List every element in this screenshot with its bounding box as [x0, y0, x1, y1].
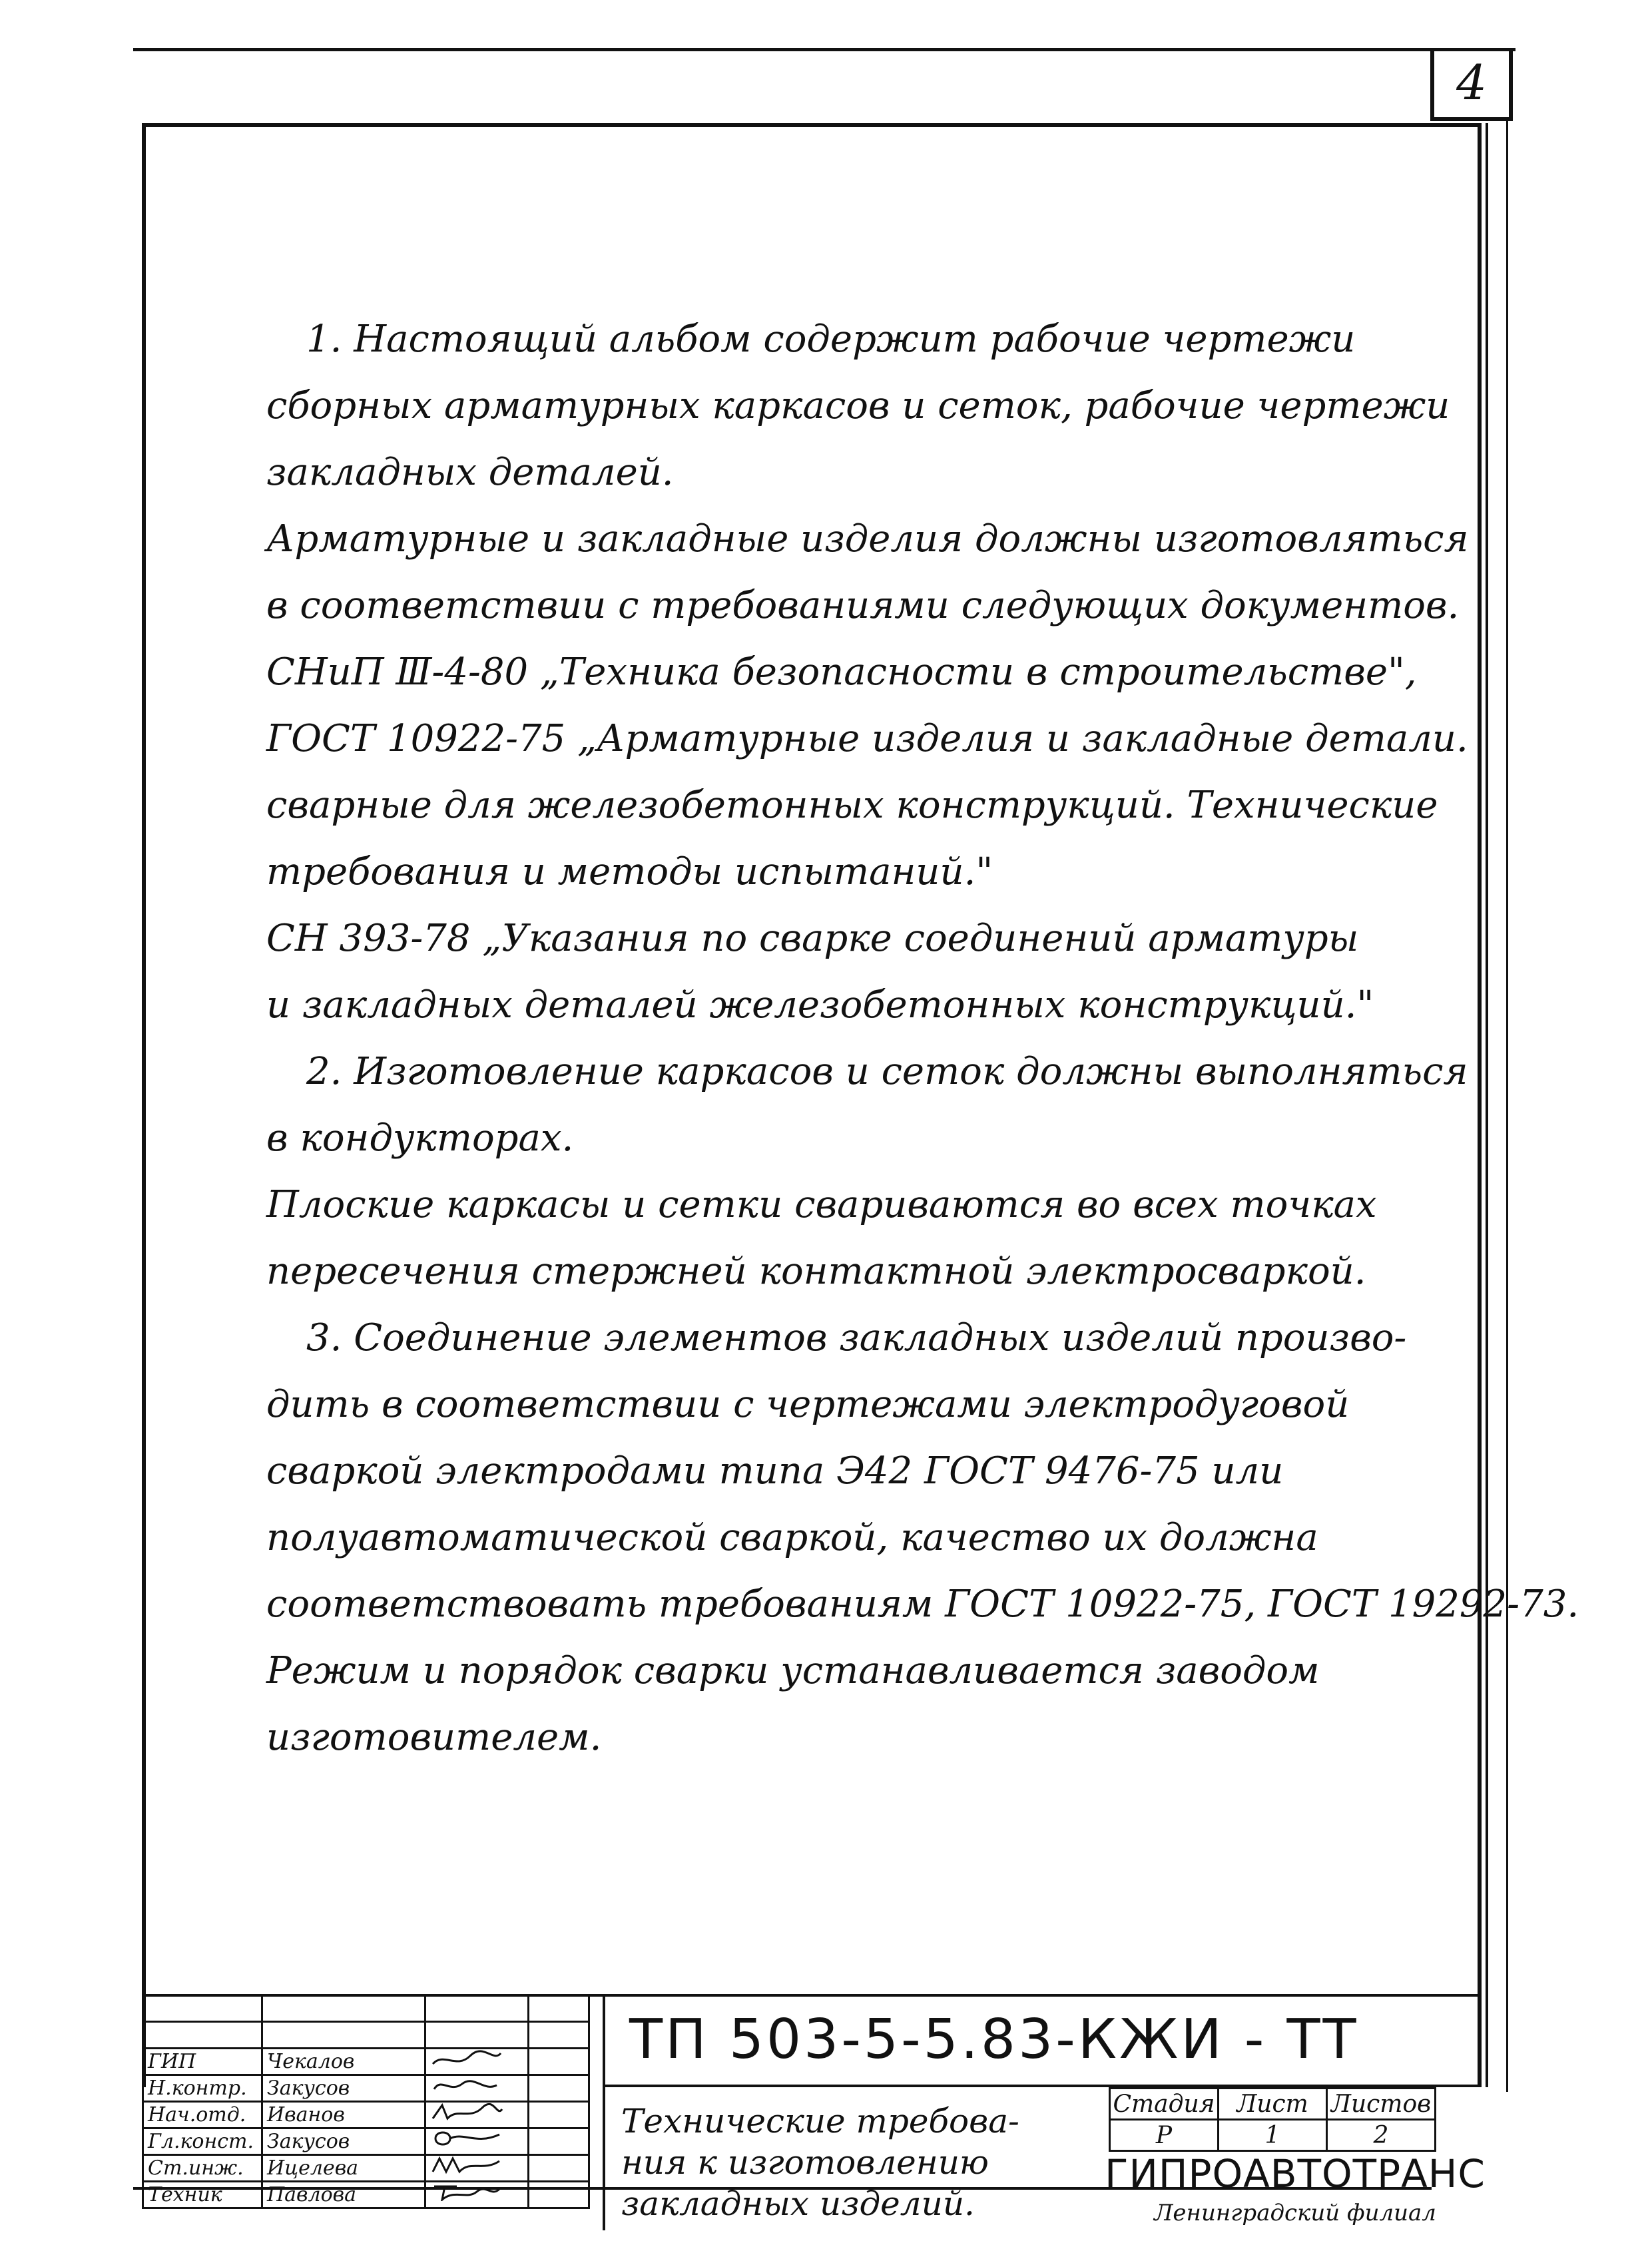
note-line: сваркой электродами типа Э42 ГОСТ 9476-75 или — [266, 1449, 1284, 1493]
name-cell: Павлова — [262, 2182, 425, 2208]
note-line: дить в соответствии с чертежами электродуговой — [266, 1383, 1350, 1426]
name-cell: Иванов — [262, 2102, 425, 2128]
note-line: 2. Изготовление каркасов и сеток должны выполняться — [306, 1050, 1468, 1093]
note-line: пересечения стержней контактной электросваркой. — [266, 1250, 1366, 1293]
note-line: и закладных деталей железобетонных конструкций." — [266, 983, 1374, 1027]
signature-cell — [425, 2022, 529, 2049]
table-row — [143, 2102, 589, 2128]
stage-value: Р — [1110, 2120, 1219, 2151]
date-cell — [529, 2049, 589, 2075]
name-cell: Чекалов — [262, 2049, 425, 2075]
note-line: Плоские каркасы и сетки свариваются во всех точках — [266, 1183, 1377, 1226]
note-line: Режим и порядок сварки устанавливается заводом — [266, 1649, 1320, 1692]
document-title — [603, 2087, 1109, 2230]
role-cell: Н.контр. — [143, 2075, 262, 2102]
signature-cell — [425, 2182, 529, 2208]
date-cell — [529, 2182, 589, 2208]
sheet-number: 4 — [1430, 48, 1513, 121]
note-line: соответствовать требованиям ГОСТ 10922-75, ГОСТ 19292-73. — [266, 1583, 1579, 1626]
role-cell: Ст.инж. — [143, 2155, 262, 2182]
date-cell — [529, 2022, 589, 2049]
signature-cell — [425, 2049, 529, 2075]
note-line: сварные для железобетонных конструкций. Технические — [266, 784, 1438, 827]
date-cell — [529, 2128, 589, 2155]
sheet-header: Лист — [1219, 2089, 1327, 2120]
table-row — [143, 2075, 589, 2102]
date-cell — [529, 2102, 589, 2128]
table-row — [143, 2182, 589, 2208]
bottom-border-line — [133, 2187, 1432, 2190]
frame-right-line-outer — [1506, 121, 1508, 2092]
date-cell — [529, 2075, 589, 2102]
stage-header: Стадия — [1110, 2089, 1219, 2120]
role-cell: Техник — [143, 2182, 262, 2208]
sheet-value: 1 — [1219, 2120, 1327, 2151]
frame-right-line — [1486, 123, 1488, 2087]
note-line: закладных деталей. — [266, 451, 674, 494]
table-row — [143, 2022, 589, 2049]
signature-mark — [430, 2049, 503, 2068]
note-line: в соответствии с требованиями следующих документов. — [266, 584, 1460, 627]
table-row — [143, 2155, 589, 2182]
date-cell — [529, 2155, 589, 2182]
table-row — [1110, 2089, 1436, 2120]
technical-notes — [266, 306, 1579, 1771]
top-border-line — [133, 48, 1515, 51]
document-code: ТП 503-5-5.83-КЖИ - ТТ — [603, 1994, 1482, 2087]
role-cell: Нач.отд. — [143, 2102, 262, 2128]
name-cell: Ицелева — [262, 2155, 425, 2182]
name-cell — [262, 2022, 425, 2049]
note-line: в кондукторах. — [266, 1117, 574, 1160]
signature-mark — [430, 2156, 503, 2174]
sheet-meta-table — [1109, 2087, 1436, 2152]
note-line: 1. Настоящий альбом содержит рабочие чертежи — [306, 318, 1356, 361]
note-line: 3. Соединение элементов закладных изделий произво- — [306, 1316, 1407, 1360]
signature-cell — [425, 2102, 529, 2128]
name-cell — [262, 1995, 425, 2022]
table-row — [143, 2128, 589, 2155]
document-title-line: Технические требова- — [621, 2102, 1019, 2140]
document-title-line: ния к изготовлению — [621, 2143, 989, 2182]
signature-mark — [430, 2103, 503, 2121]
signature-cell — [425, 2075, 529, 2102]
signature-mark — [430, 2129, 503, 2148]
signature-mark — [430, 2182, 503, 2201]
note-line: полуавтоматической сваркой, качество их должна — [266, 1516, 1318, 1559]
signature-cell — [425, 2155, 529, 2182]
note-line: сборных арматурных каркасов и сеток, рабочие чертежи — [266, 384, 1450, 427]
signature-mark — [430, 2076, 503, 2095]
organization-branch: Ленинградский филиал — [1154, 2200, 1436, 2226]
document-title-line: закладных изделий. — [621, 2184, 975, 2223]
sheets-value: 2 — [1327, 2120, 1436, 2151]
role-cell: ГИП — [143, 2049, 262, 2075]
sheets-header: Листов — [1327, 2089, 1436, 2120]
table-row — [143, 2049, 589, 2075]
signature-cell — [425, 2128, 529, 2155]
role-cell — [143, 2022, 262, 2049]
note-line: изготовителем. — [266, 1716, 602, 1759]
date-cell — [529, 1995, 589, 2022]
name-cell: Закусов — [262, 2075, 425, 2102]
name-cell: Закусов — [262, 2128, 425, 2155]
organization-name: ГИПРОАВТОТРАНС — [1105, 2151, 1486, 2196]
table-row — [143, 1995, 589, 2022]
note-line: ГОСТ 10922-75 „Арматурные изделия и закладные детали. — [266, 717, 1468, 760]
role-cell: Гл.конст. — [143, 2128, 262, 2155]
signatures-table — [142, 1994, 590, 2209]
note-line: СНиП Ⅲ-4-80 „Техника безопасности в строительстве", — [266, 650, 1417, 694]
table-row — [1110, 2120, 1436, 2151]
role-cell — [143, 1995, 262, 2022]
signature-cell — [425, 1995, 529, 2022]
note-line: требования и методы испытаний." — [266, 850, 993, 893]
note-line: СН 393-78 „Указания по сварке соединений арматуры — [266, 917, 1359, 960]
note-line: Арматурные и закладные изделия должны изготовляться — [266, 517, 1469, 561]
